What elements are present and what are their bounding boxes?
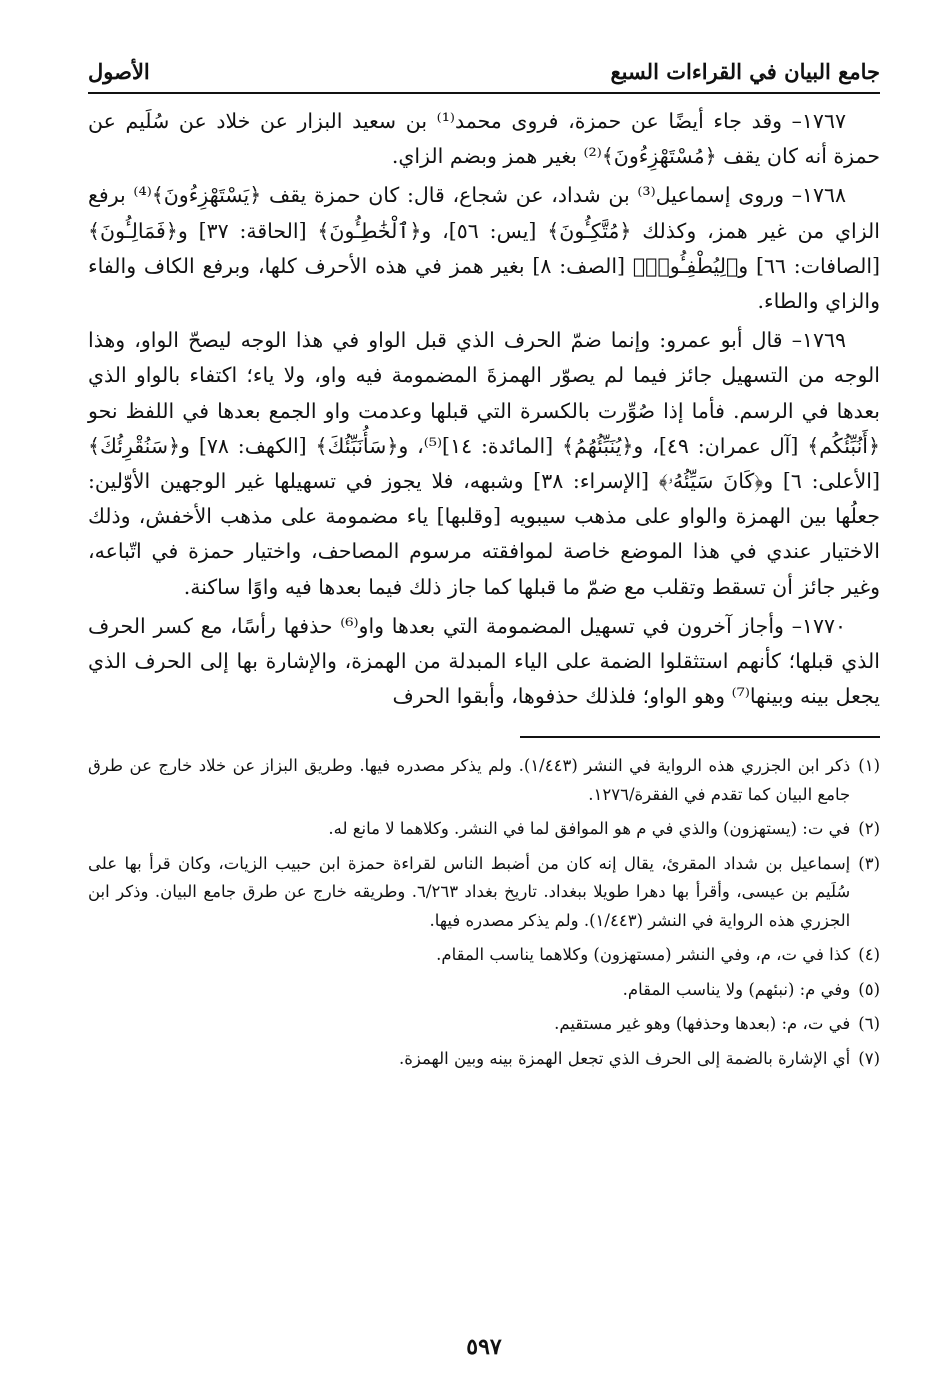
running-header (88, 58, 880, 94)
footnote-text: وفي م: (نبئهم) ولا يناسب المقام. (622, 979, 851, 999)
book-title: جامع البيان في القراءات السبع (610, 59, 880, 84)
footnote-2 (88, 815, 880, 844)
footnote-5 (88, 976, 880, 1005)
page-number: ٥٩٧ (466, 1334, 502, 1360)
paragraph-number: ١٧٦٨– (791, 183, 846, 208)
paragraph-text: قال أبو عمرو: وإنما ضمّ الحرف الذي قبل الواو في هذا الوجه ليصحّ الواو، وهذا الوجه من التسهيل جائز فيما لم يصوّر الهمزةَ المضمومة فيه واو، ولا ياء؛ اكتفاء بالواو الذي بعدها في الرسم. فأما إذا صُوِّرت بالكسرة التي قبلها وعدمت واو الجمع بعدها في اللفظ نحو ﴿أَنُبِّئُكُم﴾ [آل عمران: ٤٩]، و﴿يُنَبِّئُهُمُ﴾ [المائدة: ١٤]⁽⁵⁾، و﴿سَأُنَبِّئُكَ﴾ [الكهف: ٧٨] و﴿سَنُقْرِئُكَ﴾ [الأعلى: ٦] و﴿كَانَ سَيِّئُهُۥ﴾ [الإسراء: ٣٨] وشبهه، فلا يجوز في تسهيلها غير الوجهين الأوّلين: جعلُها بين الهمزة والواو على مذهب سيبويه [وقلبها] ياء مضمومة على مذهب الأخفش، وذلك الاختيار عندي في هذا الموضع خاصة لموافقته مرسوم المصاحف، واختيار حمزة في اتّباعه، وغير جائز أن تسقط وتقلب مع ضمّ ما قبلها كما جاز ذلك فيما بعدها فيه واوًا ساكنة. (88, 328, 881, 599)
footnote-text: كذا في ت، م، وفي النشر (مستهزون) وكلاهما يناسب المقام. (436, 945, 851, 965)
paragraph-1769 (88, 323, 880, 605)
footnote-divider-wrap (88, 718, 880, 752)
footnote-number: (٢) (858, 819, 880, 839)
paragraph-text: وروى إسماعيل⁽³⁾ بن شداد، عن شجاع، قال: كان حمزة يقف ﴿يَسْتَهْزِءُونَ﴾⁽⁴⁾ برفع الزاي من غير همز، وكذلك ﴿مُتَّكِـُٔونَ﴾ [يس: ٥٦]، و﴿ٱلْخَٰطِـُٔونَ﴾ [الحاقة: ٣٧] و﴿فَمَالِـُٔونَ﴾ [الصافات: ٦٦] و﴿لِيُطْفِـُٔوا۟﴾ [الصف: ٨] بغير همز في هذه الأحرف كلها، وبرفع الكاف والفاء والزاي والطاء. (88, 183, 881, 314)
footnote-3 (88, 850, 880, 936)
footnote-number: (٥) (858, 979, 880, 999)
paragraph-1767 (88, 104, 880, 174)
paragraph-1768 (88, 178, 880, 319)
paragraph-text: وأجاز آخرون في تسهيل المضمومة التي بعدها واو⁽⁶⁾ حذفها رأسًا، مع كسر الحرف الذي قبلها؛ كأنهم استثقلوا الضمة على الياء المبدلة من الهمزة، والإشارة بها إلى الحرف الذي يجعل بينه وبينها⁽⁷⁾ وهو الواو؛ فلذلك حذفوها، وأبقوا الحرف (88, 613, 880, 709)
main-text (88, 104, 880, 714)
footnote-4 (88, 941, 880, 970)
paragraph-number: ١٧٧٠– (791, 613, 846, 638)
footnote-text: في ت، م: (بعدها وحذفها) وهو غير مستقيم. (554, 1014, 851, 1034)
footnote-7 (88, 1045, 880, 1074)
footnote-number: (٣) (858, 853, 880, 873)
footnote-divider (520, 736, 880, 738)
paragraph-number: ١٧٦٩– (791, 328, 846, 353)
book-page (88, 58, 880, 1388)
footnote-6 (88, 1010, 880, 1039)
paragraph-number: ١٧٦٧– (791, 109, 846, 133)
footnotes (88, 752, 880, 1073)
footnote-text: ذكر ابن الجزري هذه الرواية في النشر (١/٤٤٣). ولم يذكر مصدره فيها. وطريق البزاز عن خلاد خارج عن طرق جامع البيان كما تقدم في الفقرة/١٢٧٦. (88, 756, 851, 804)
footnote-number: (٤) (858, 945, 880, 965)
footnote-number: (٦) (858, 1014, 880, 1034)
section-title: الأصول (88, 59, 150, 84)
paragraph-1770 (88, 609, 880, 715)
paragraph-text: وقد جاء أيضًا عن حمزة، فروى محمد⁽¹⁾ بن سعيد البزار عن خلاد عن سُلَيم عن حمزة أنه كان يقف ﴿مُسْتَهْزِءُونَ﴾⁽²⁾ بغير همز وبضم الزاي. (88, 109, 880, 169)
footnote-text: أي الإشارة بالضمة إلى الحرف الذي تجعل الهمزة بينه وبين الهمزة. (399, 1048, 851, 1068)
footnote-text: في ت: (يستهزون) والذي في م هو الموافق لما في النشر. وكلاهما لا مانع له. (328, 819, 851, 839)
footnote-text: إسماعيل بن شداد المقرئ، يقال إنه كان من أضبط الناس لقراءة حمزة ابن حبيب الزيات، وكان قرأ بها على سُلَيم بن عيسى، وأقرأ بها دهرا طويلا ببغداد. تاريخ بغداد ٦/٢٦٣. وطريقه خارج عن طرق جامع البيان. وذكر ابن الجزري هذه الرواية في النشر (١/٤٤٣). ولم يذكر مصدره فيها. (88, 853, 851, 930)
footnote-number: (١) (858, 756, 880, 776)
footnote-number: (٧) (858, 1048, 880, 1068)
footnote-1 (88, 752, 880, 809)
